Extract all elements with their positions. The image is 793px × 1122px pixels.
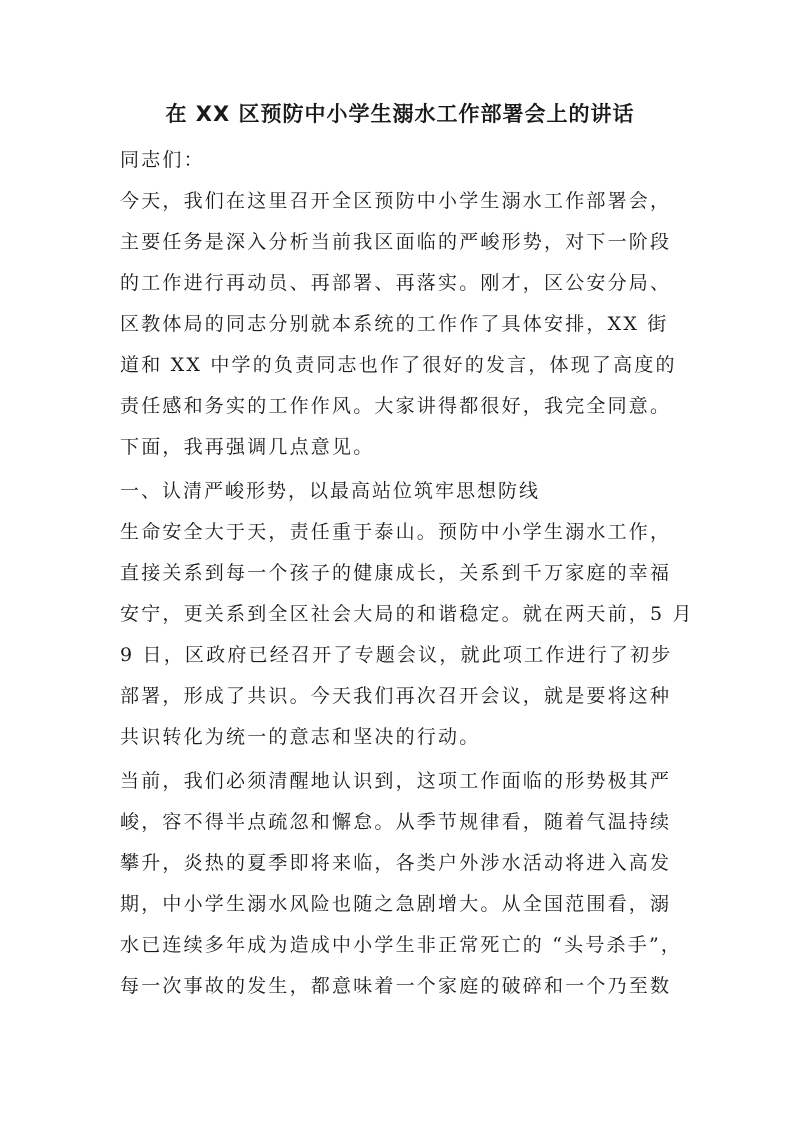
body-line: 水已连续多年成为造成中小学生非正常死亡的 “头号杀手”， [120, 934, 683, 956]
greeting-line: 同志们： [120, 149, 205, 171]
body-line: 每一次事故的发生，都意味着一个家庭的破碎和一个乃至数 [120, 975, 672, 997]
body-line: 生命安全大于天，责任重于泰山。预防中小学生溺水工作， [120, 521, 672, 543]
body-line: 道和 XX 中学的负责同志也作了很好的发言，体现了高度的 [120, 354, 677, 376]
body-line: 下面，我再强调几点意见。 [120, 436, 375, 458]
body-line: 安宁，更关系到全区社会大局的和谐稳定。就在两天前，5 月 [120, 603, 694, 625]
body-line: 攀升，炎热的夏季即将来临，各类户外涉水活动将进入高发 [120, 852, 672, 874]
body-line: 今天，我们在这里召开全区预防中小学生溺水工作部署会， [120, 190, 672, 212]
body-line: 的工作进行再动员、再部署、再落实。刚才，区公安分局、 [120, 272, 672, 294]
body-line: 共识转化为统一的意志和坚决的行动。 [120, 726, 481, 748]
body-line: 主要任务是深入分析当前我区面临的严峻形势，对下一阶段 [120, 231, 672, 253]
document-title: 在 XX 区预防中小学生溺水工作部署会上的讲话 [165, 102, 635, 126]
body-line: 责任感和务实的工作作风。大家讲得都很好，我完全同意。 [120, 395, 672, 417]
section-heading: 一、认清严峻形势，以最高站位筑牢思想防线 [120, 480, 541, 502]
body-line: 直接关系到每一个孩子的健康成长，关系到千万家庭的幸福 [120, 562, 672, 584]
body-line: 期，中小学生溺水风险也随之急剧增大。从全国范围看，溺 [120, 893, 672, 915]
body-line: 9 日，区政府已经召开了专题会议，就此项工作进行了初步 [120, 644, 673, 666]
body-line: 区教体局的同志分别就本系统的工作作了具体安排，XX 街 [120, 313, 669, 335]
body-line: 峻，容不得半点疏忽和懈怠。从季节规律看，随着气温持续 [120, 811, 672, 833]
body-line: 部署，形成了共识。今天我们再次召开会议，就是要将这种 [120, 685, 672, 707]
body-line: 当前，我们必须清醒地认识到，这项工作面临的形势极其严 [120, 770, 672, 792]
